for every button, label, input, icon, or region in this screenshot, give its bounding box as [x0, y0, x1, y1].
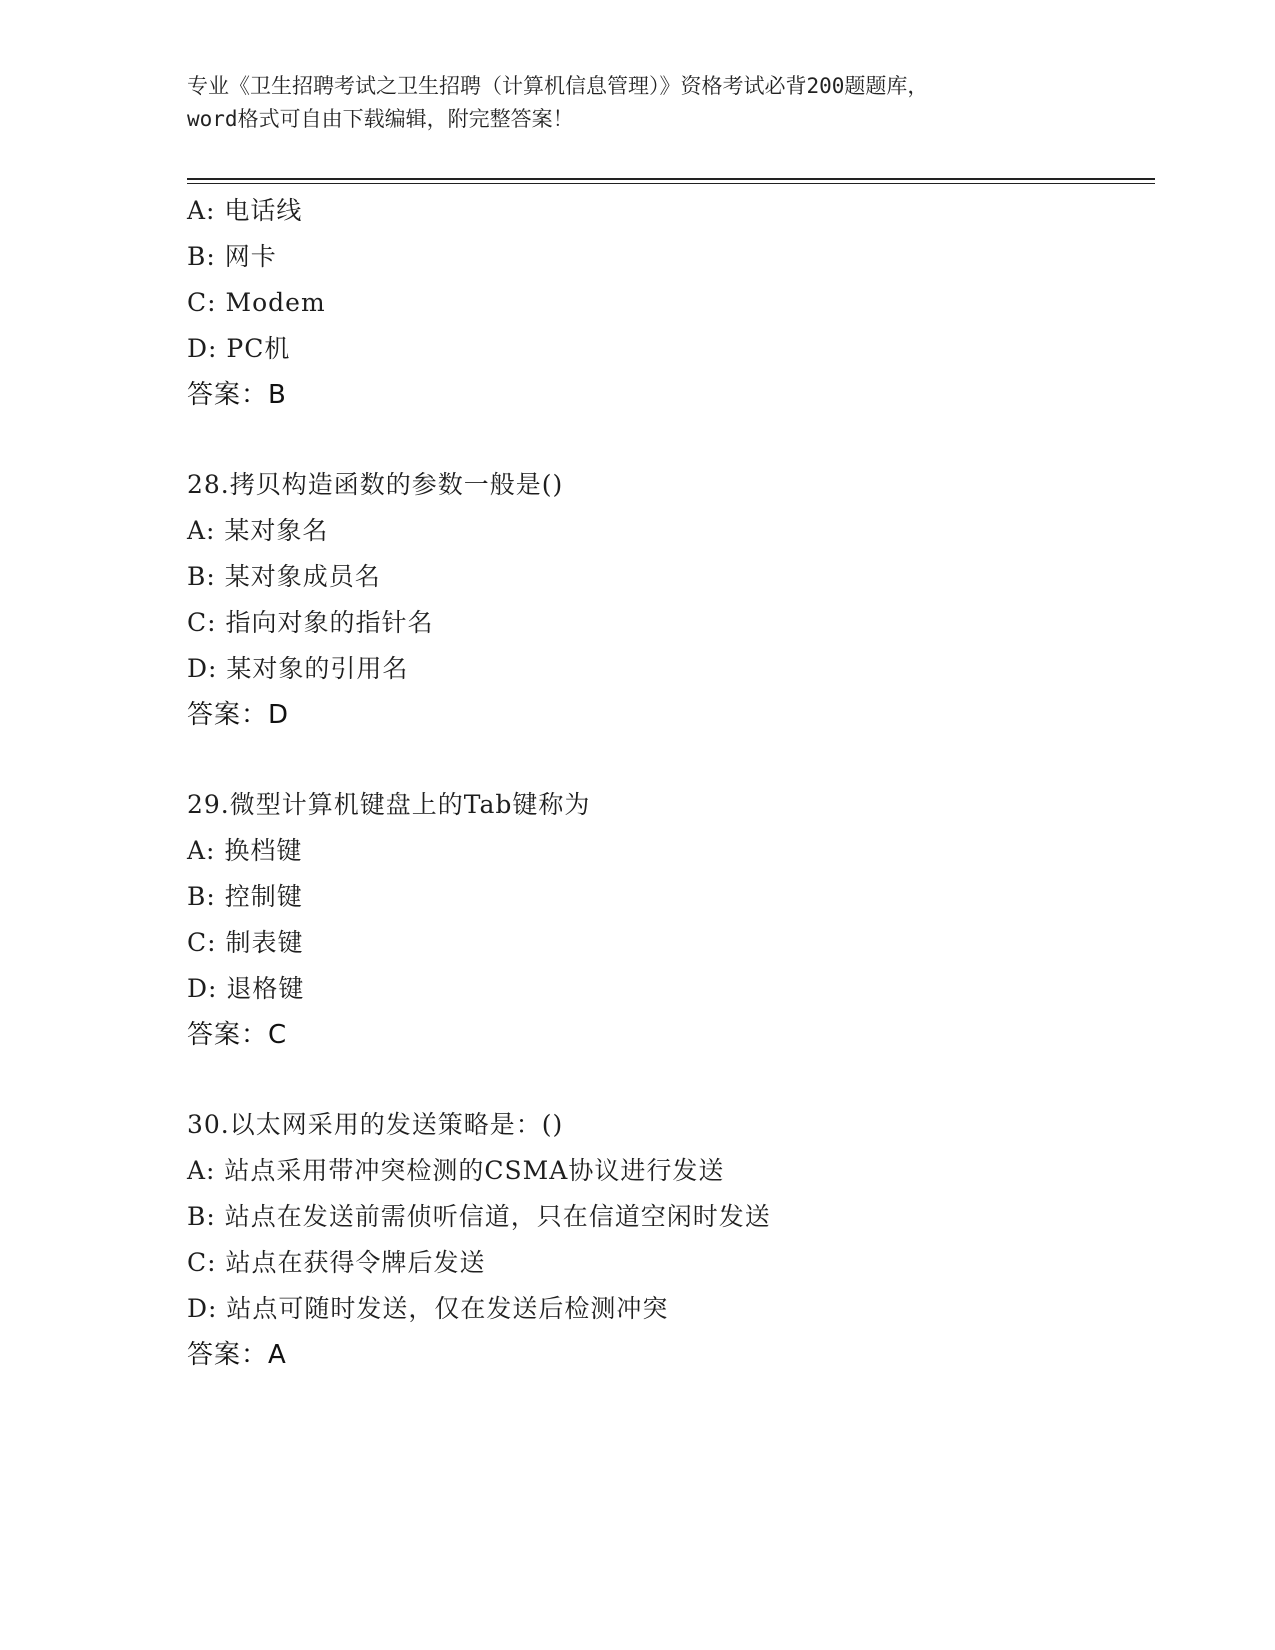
- header-divider-thin: [187, 183, 1155, 184]
- option-c: C: Modem: [187, 288, 326, 317]
- header-line-2: word格式可自由下载编辑，附完整答案！: [187, 107, 574, 131]
- question-stem: 30.以太网采用的发送策略是：(): [187, 1110, 564, 1139]
- option-c: C: 制表键: [187, 928, 304, 957]
- option-a: A: 电话线: [187, 196, 303, 225]
- option-c: C: 站点在获得令牌后发送: [187, 1248, 486, 1277]
- question-stem: 29.微型计算机键盘上的Tab键称为: [187, 790, 591, 819]
- option-b: B: 站点在发送前需侦听信道，只在信道空闲时发送: [187, 1202, 771, 1231]
- option-d: D: PC机: [187, 334, 291, 363]
- option-a: A: 站点采用带冲突检测的CSMA协议进行发送: [187, 1156, 725, 1185]
- question-block: [187, 1102, 1155, 1378]
- answer: 答案：D: [187, 700, 290, 730]
- option-b: B: 某对象成员名: [187, 562, 381, 591]
- option-b: B: 网卡: [187, 242, 277, 271]
- question-stem: 28.拷贝构造函数的参数一般是(): [187, 470, 564, 499]
- answer: 答案：B: [187, 380, 287, 410]
- option-d: D: 退格键: [187, 974, 305, 1003]
- spacer: [187, 738, 1155, 782]
- document-header: [187, 70, 1087, 136]
- question-block: [187, 782, 1155, 1058]
- spacer: [187, 1058, 1155, 1102]
- option-d: D: 站点可随时发送，仅在发送后检测冲突: [187, 1294, 669, 1323]
- question-list: [187, 188, 1155, 1378]
- header-divider: [187, 178, 1155, 180]
- answer: 答案：A: [187, 1340, 287, 1370]
- option-a: A: 换档键: [187, 836, 303, 865]
- option-b: B: 控制键: [187, 882, 303, 911]
- option-d: D: 某对象的引用名: [187, 654, 409, 683]
- question-block: [187, 462, 1155, 738]
- spacer: [187, 418, 1155, 462]
- header-line-1: 专业《卫生招聘考试之卫生招聘（计算机信息管理）》资格考试必背200题题库，: [187, 74, 929, 98]
- option-c: C: 指向对象的指针名: [187, 608, 434, 637]
- option-a: A: 某对象名: [187, 516, 329, 545]
- question-block: [187, 188, 1155, 418]
- answer: 答案：C: [187, 1020, 288, 1050]
